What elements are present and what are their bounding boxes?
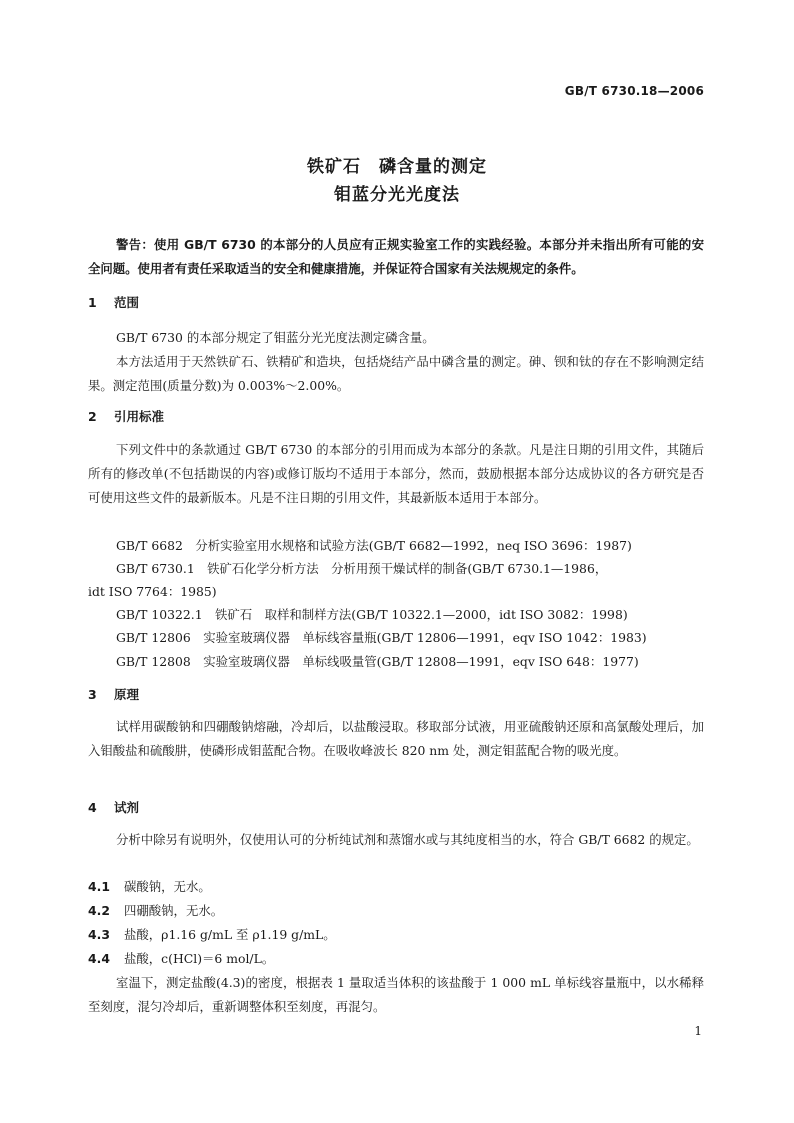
- section-title: 引用标准: [114, 409, 165, 424]
- standard-number: GB/T 6730.18—2006: [564, 84, 704, 98]
- reference-item: GB/T 10322.1 铁矿石 取样和制样方法(GB/T 10322.1—2000，idt ISO 3082：1998): [116, 607, 628, 622]
- paragraph: 室温下，测定盐酸(4.3)的密度，根据表 1 量取适当体积的该盐酸于 1 000 mL 单标线容量瓶中，以水稀释至刻度，混匀冷却后，重新调整体积至刻度，再混匀。: [88, 975, 704, 1014]
- reagent-item: [88, 875, 211, 899]
- document-subtitle: 钼蓝分光光度法: [334, 185, 460, 205]
- reference-item: GB/T 12808 实验室玻璃仪器 单标线吸量管(GB/T 12808—1991，eqv ISO 648：1977): [116, 654, 639, 669]
- item-number: 4.1: [88, 879, 110, 894]
- safety-warning: 警告：使用 GB/T 6730 的本部分的人员应有正规实验室工作的实践经验。本部分并未指出所有可能的安全问题。使用者有责任采取适当的安全和健康措施，并保证符合国家有关法规规定的条件。: [88, 237, 704, 276]
- item-text: 碳酸钠，无水。: [124, 879, 211, 894]
- paragraph: 分析中除另有说明外，仅使用认可的分析纯试剂和蒸馏水或与其纯度相当的水，符合 GB/T 6682 的规定。: [116, 832, 699, 847]
- section-number: 1: [88, 295, 97, 310]
- page-number: 1: [694, 1024, 702, 1038]
- reference-item-continuation: idt ISO 7764：1985): [88, 584, 217, 599]
- item-number: 4.4: [88, 951, 110, 966]
- section-heading-references: [88, 407, 164, 425]
- paragraph: 试样用碳酸钠和四硼酸钠熔融，冷却后，以盐酸浸取。移取部分试液，用亚硫酸钠还原和高氯酸处理后，加入钼酸盐和硫酸肼，使磷形成钼蓝配合物。在吸收峰波长 820 nm 处，测定钼蓝配合物的吸光度。: [88, 719, 704, 758]
- reagent-item: [88, 947, 274, 971]
- section-heading-scope: [88, 293, 139, 311]
- item-text: 四硼酸钠，无水。: [124, 903, 224, 918]
- section-title: 原理: [114, 687, 140, 702]
- document-title: 铁矿石 磷含量的测定: [307, 157, 487, 177]
- reference-item: GB/T 6730.1 铁矿石化学分析方法 分析用预干燥试样的制备(GB/T 6730.1—1986，: [116, 561, 608, 576]
- paragraph: 下列文件中的条款通过 GB/T 6730 的本部分的引用而成为本部分的条款。凡是注日期的引用文件，其随后所有的修改单(不包括勘误的内容)或修订版均不适用于本部分，然而，鼓励根据本部分达成协议的各方研究是否可使用这些文件的最新版本。凡是不注日期的引用文件，其最新版本适用于本部分。: [88, 442, 704, 505]
- section-title: 试剂: [114, 800, 140, 815]
- section-title: 范围: [114, 295, 140, 310]
- paragraph: 本方法适用于天然铁矿石、铁精矿和造块，包括烧结产品中磷含量的测定。砷、钡和钛的存在不影响测定结果。测定范围(质量分数)为 0.003%～2.00%。: [88, 354, 704, 393]
- section-heading-reagents: [88, 798, 139, 816]
- item-text: 盐酸，c(HCl)＝6 mol/L。: [124, 951, 275, 966]
- reference-item: GB/T 6682 分析实验室用水规格和试验方法(GB/T 6682—1992，neq ISO 3696：1987): [116, 538, 632, 553]
- section-number: 3: [88, 687, 97, 702]
- section-heading-principle: [88, 685, 139, 703]
- item-number: 4.2: [88, 903, 110, 918]
- reagent-item: [88, 923, 336, 947]
- section-number: 4: [88, 800, 97, 815]
- section-number: 2: [88, 409, 97, 424]
- item-number: 4.3: [88, 927, 110, 942]
- reference-item: GB/T 12806 实验室玻璃仪器 单标线容量瓶(GB/T 12806—1991，eqv ISO 1042：1983): [116, 630, 647, 645]
- reagent-item: [88, 899, 223, 923]
- item-text: 盐酸，ρ1.16 g/mL 至 ρ1.19 g/mL。: [124, 927, 336, 942]
- paragraph: GB/T 6730 的本部分规定了钼蓝分光光度法测定磷含量。: [116, 330, 435, 345]
